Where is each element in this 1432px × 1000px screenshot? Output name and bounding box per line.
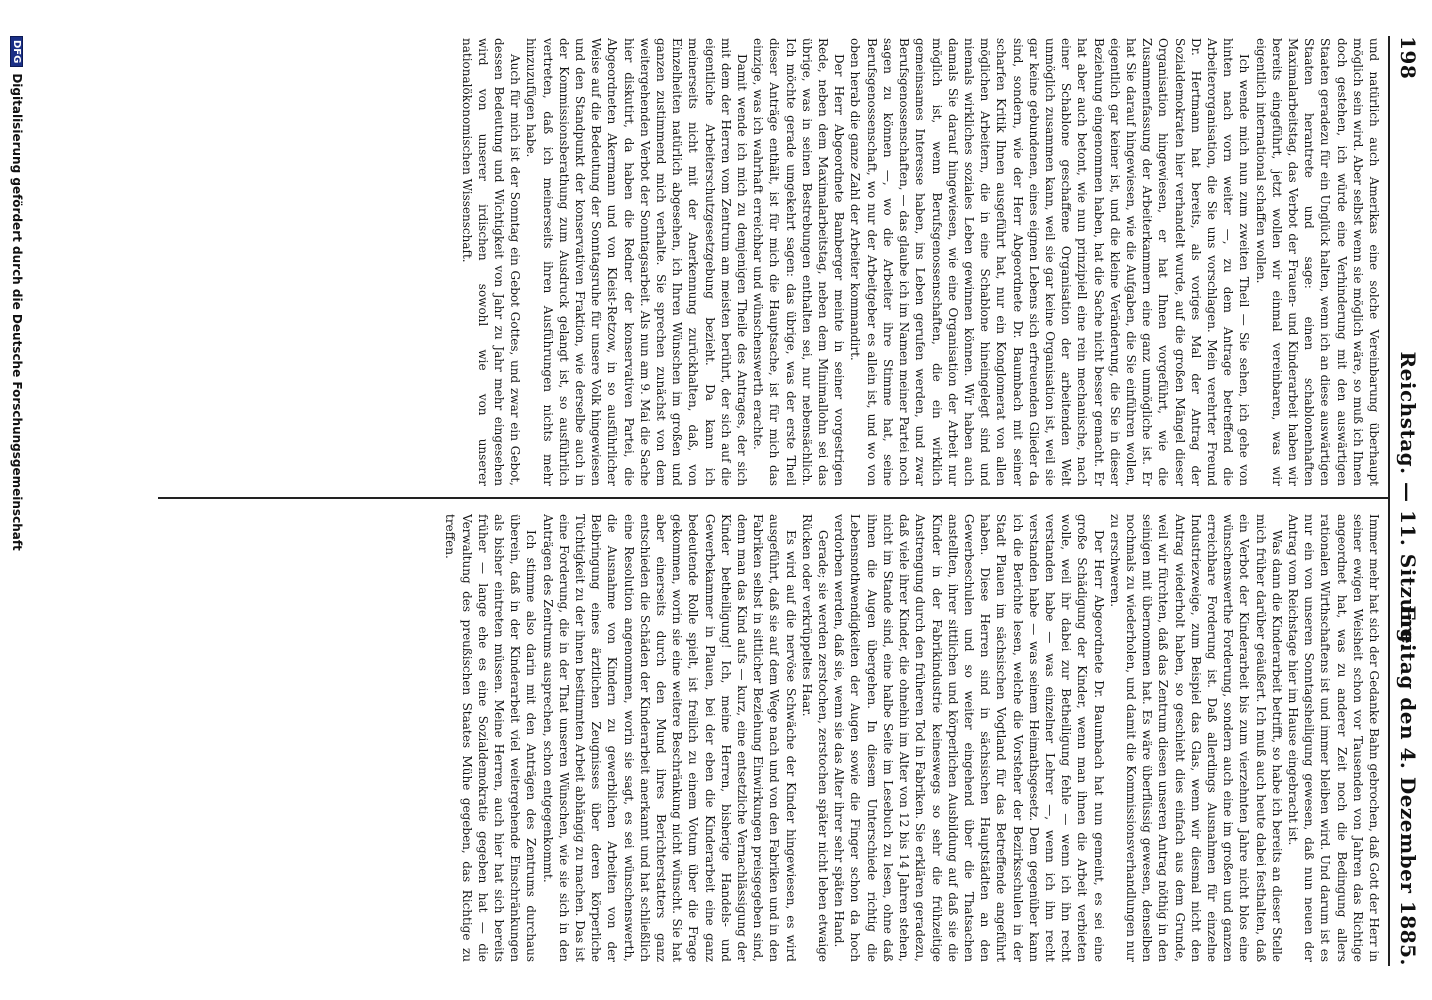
paragraph: Der Herr Abgeordnete Bamberger meinte in seiner vorgestrigen Rede, neben dem Maximalarbeitstag, neben dem Minimallohn sei das übrige, was in seinen Bestrebungen enthalten sei, nur nebensächlich. Ich möchte gerade umgekehrt sagen: das übrige, was der erste Theil dieser Anträge enthält, ist für mich die Hauptsache, ist für mich das einzige, was ich wahrhaft erreichbar und wünschenswerth erachte. [751, 38, 847, 486]
header-rule [1388, 36, 1390, 966]
running-title: Reichstag. — 11. Sitzung. [1396, 351, 1420, 651]
paragraph: Ich stimme also darin mit den Anträgen des Zentrums durchaus überein, daß in der Kinderarbeit viel weitergehende Einschränkungen als bisher eintreten müssen. Meine Herren, auch hier hat sich bereits früher — lange ehe es eine Sozialdemokratie gegeben hat — die Verwaltung des preußischen Staates Mühe gegeben, das Richtige zu treffen. [443, 514, 539, 962]
paragraph: Ich wende mich nun zum zweiten Theil — Sie sehen, ich gehe von hinten nach vorn weiter —, zu dem Antrage betreffend die Arbeiterorganisation, die Sie uns vorschlagen. Mein verehrter Freund Dr. Hertmann hat bereits, als voriges Mal der Antrag der Sozialdemokraten hier verhandelt wurde, auf die großen Mängel dieser Organisation hingewiesen, er hat Ihnen vorgeführt, wie die Zusammenfassung der Arbeiterkammern eine ganz unmögliche ist. Er hat Sie darauf hingewiesen, wie die Aufgaben, die Sie einführen wollen, eigentlich gar keiner ist, und die kleine Veränderung, die Sie in dieser Beziehung eingenommen haben, hat die Sache nicht besser gemacht. Er hat aber auch betont, wie nun prinzipiell eine rein mechanische, nach einer Schablone geschaffene Organisation der arbeitenden Welt unmöglich zusammen kann, weil sie gar keine Organisation ist, weil sie gar keine gebundenen, eines eignen Lebens sich erfreuenden Glieder da sind, sondern, wie der Herr Abgeordnete Dr. Baumbach mit seiner scharfen Kritik Ihnen ausgeführt hat, nur ein Konglomerat von allen möglichen Arbeitern, die in eine Schablone hineingelegt sind und niemals wirkliches soziales Leben gewinnen können. Wir haben auch damals Sie darauf hingewiesen, wie eine Organisation der Arbeit nur möglich ist, wenn Berufsgenossenschaften, die ein wirklich gemeinsames Interesse haben, ins Leben gerufen werden, und zwar Berufsgenossenschaften, — das glaube ich im Namen meiner Partei noch sagen zu können —, wo die Arbeiter ihre Stimme hat, seine Berufsgenossenschaft, wo nur der Arbeitgeber es allein ist, und wo von oben herab die ganze Zahl der Arbeiter kommandirt. [848, 38, 1252, 486]
paragraph: Gerade; sie werden zerstochen, zerstochen später nicht leben etwaige Rücken oder verkrüppeltes Haar. [799, 514, 831, 962]
paragraph: Auch für mich ist der Sonntag ein Gebot Gottes, und zwar ein Gebot, dessen Bedeutung und Wichtigkeit von Jahr zu Jahr mehr eingesehen wird von unserer irdischen sowohl wie von unserer nationalökonomischen Wissenschaft. [459, 38, 523, 486]
paragraph: Was dann die Kinderarbeit betrifft, so habe ich bereits an dieser Stelle mich früher darüber geäußert. Ich muß auch heute dabei festhalten, daß ein Verbot der Kinderarbeit bis zum vierzehnten Jahre nicht blos eine wünschenswerthe Forderung, sondern auch eine im großen und ganzen erreichbare Forderung ist. Daß allerdings Ausnahmen für einzelne Industriezweige, zum Beispiel das Glas, wenn wir diesmal nicht den Antrag wiederholt haben, so geschieht dies einfach aus dem Grunde, weil wir fürchten, daß das Zentrum diesen unseren Antrag nöthig in den seinigen mit übernommen hat. Es wäre überflüssig gewesen, denselben nochmals zu wiederholen, und damit die Kommissionsverhandlungen nur zu erschweren. [1107, 514, 1284, 962]
column-divider [158, 497, 1388, 499]
paragraph: Es wird auf die nervöse Schwäche der Kinder hingewiesen, es wird ausgeführt, daß sie auf dem Wege nach und von den Fabriken und in den Fabriken selbst in sittlicher Beziehung Einwirkungen preisgegeben sind, denn man das Kind aufs — kurz, eine entsetzliche Vernachlässigung der Kinder betheiligung! Ich, meine Herren, bisherige Handels- und Gewerbekammer in Plauen, bei der eben die Kinderarbeit eine ganz bedeutende Rolle spielt, ist freilich zu einem Votum über die Frage gekommen, worin sie eine weitere Beschränkung nicht wünscht. Sie hat aber einerseits durch den Mund ihres Berichterstatters ganz entschieden die Schäden der Kinderarbeit anerkannt und hat schließlich eine Resolution angenommen, worin sie sagt, es sei wünschenswerth, die Ausnahme von Kindern zu gewerblichen Arbeiten von der Beibringung eines ärztlichen Zeugnisses über deren körperliche Tüchtigkeit zu der ihnen bestimmten Arbeit abhängig zu machen. Das ist eine Forderung, die in der That unseren Wünschen, wie sie sich in den Anträgen des Zentrums ausprechen, schon entgegenkommt. [540, 514, 798, 962]
page-header [1394, 36, 1420, 966]
session-date: Freitag den 4. Dezember 1885. [1396, 605, 1420, 966]
paragraph: und natürlich auch Amerikas eine solche Vereinbarung überhaupt möglich sein wird. Aber selbst wenn sie möglich wäre, so muß ich Ihnen doch gestehen, ich würde eine Verhinderung mit den auswärtigen Staaten geradezu für ein Unglück halten, wenn ich an diese auswärtigen Staaten herantrete und sage: einen schablonenhaften Maximalarbeitstag, das Verbot der Frauen- und Kinderarbeit haben wir bereits eingeführt, jetzt wollen wir einmal vereinbaren, was wir eigentlich international schaffen wollen. [1253, 38, 1381, 486]
page-number: 198 [1396, 36, 1420, 80]
digitization-credit [6, 36, 24, 966]
paragraph: Damit wende ich mich zu demjenigen Theile des Antrages, der sich mit dem der Herren vom Zentrum am meisten berührt, der sich auf die eigentliche Arbeiterschutzgesetzgebung bezieht. Da kann ich meinerseits nicht mit der Anerkennung zurückhalten, daß, von Einzelheiten natürlich abgesehen, ich Ihren Wünschen im großen und ganzen zustimmend mich verhalte. Sie sprechen zunächst von dem weitergehenden Verbot der Sonntagsarbeit. Als nun am 9. Mai die Sache hier diskutirt, da haben die Redner der konservativen Partei, die Abgeordneten Akermann und von Kleist-Retzow, in so ausführlicher Weise auf die Bedeutung der Sonntagsruhe für unsere Volk hingewiesen und den Standpunkt der konservativen Fraktion, wie derselbe auch in der Kommissionsberathung zum Ausdruck gelangt ist, so ausführlich vertreten, daß ich meinerseits ihren Ausführungen nichts mehr hinzuzufügen habe. [524, 38, 750, 486]
right-column [162, 514, 1382, 962]
paragraph: Der Herr Abgeordnete Dr. Baumbach hat nun gemeint, es sei eine große Schädigung der Kinder, wenn man ihnen die Arbeit verbieten wolle, weil ihr dabei zur Betheiligung fehle — wenn ich ihn recht verstanden habe — was einzelner Lehrer —, wenn ich ihn recht verstanden habe — was seinem Heimathsgesetz. Dem gegenüber kann ich die Berichte lesen, welche die Vorsteher der Bezirksschulen in der Stadt Plauen im sächsischen Vogtland für das Betreffende angeführt haben. Diese Herren sind in sächsischen Hauptstädten an den Gewerbeschulen und so weiter eingehend über die Thatsachen anstellten, ihrer sittlichen und körperlichen Ausbildung auf daß sie die Kinder in der Fabrikindustrie keineswegs so sehr die frühzeitige Anstrengung durch den früheren Tod in Fabriken. Sie erklären geradezu, daß viele ihrer Kinder, die ohnehin im Alter von 12 bis 14 Jahren stehen, nicht im Stande sind, eine halbe Seite im Lesebuch zu lesen, ohne daß ihnen die Augen übergehen. In diesem Unterschiede richtig die Lebensnothwendigkeiten der Augen sowie die Finger schon da hoch verdorben werden, daß sie, wenn sie das Alter ihrer sehr späten Hand. [832, 514, 1106, 962]
left-column [162, 38, 1382, 486]
credit-text: Digitalisierung gefördert durch die Deutsche Forschungsgemeinschaft [10, 73, 24, 551]
dfg-logo-badge: DFG [10, 36, 23, 67]
paragraph: Immer mehr hat sich der Gedanke Bahn gebrochen, daß Gott der Herr in seiner ewigen Weisheit schon vor Tausenden von Jahren das Richtige angeordnet hat, was zu anderer Zeit noch die Bedingung allers rationalen Wirthschaftens ist und immer bleiben wird. Und darum ist es nur ein von unseren Sonntagsheiligung gewesen, daß nun neuen der Antrag vom Reichstage hier im Hause eingebracht ist. [1285, 514, 1381, 962]
